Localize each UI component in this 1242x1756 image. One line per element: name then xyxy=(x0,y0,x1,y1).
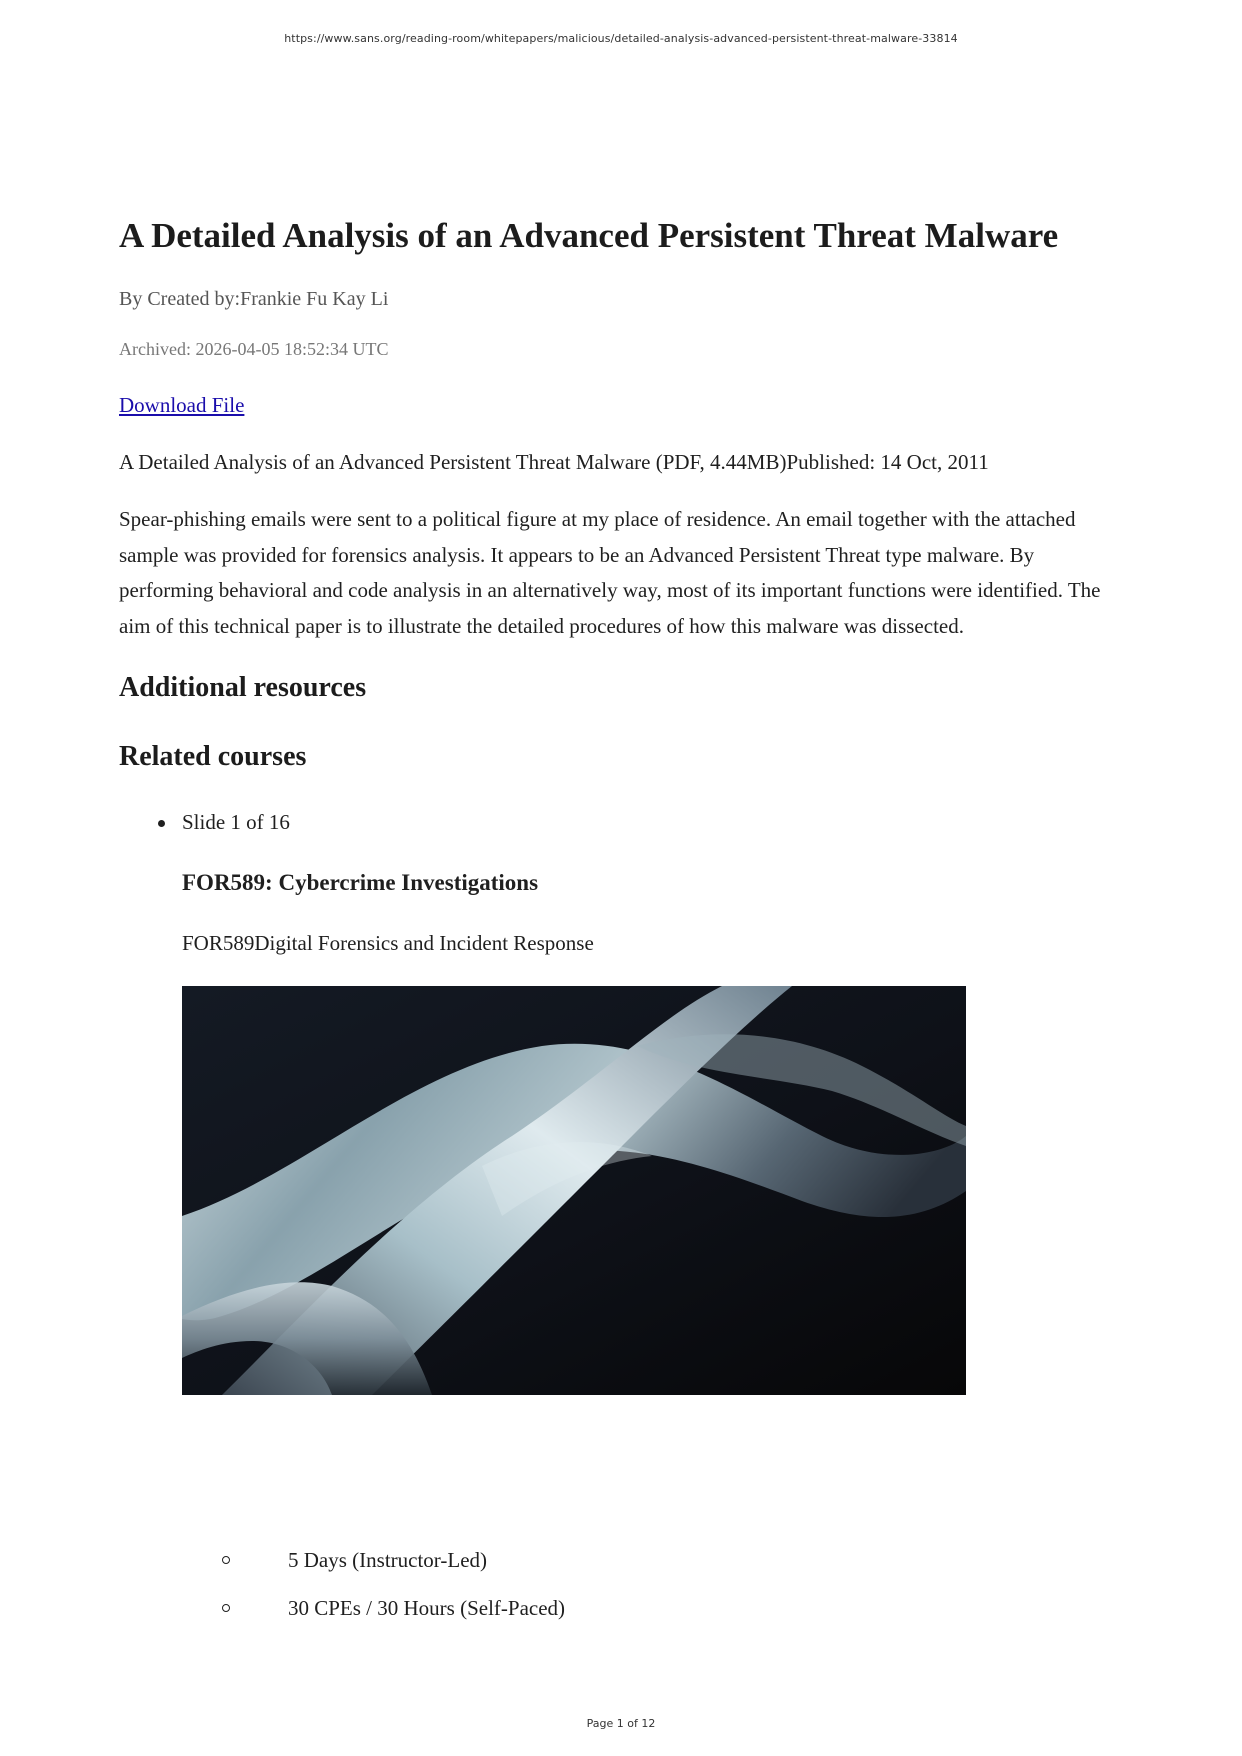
course-cpes: 30 CPEs / 30 Hours (Self-Paced) xyxy=(288,1596,566,1620)
related-courses-heading: Related courses xyxy=(119,741,307,772)
page-number-footer: Page 1 of 12 xyxy=(586,1717,656,1730)
course-duration: 5 Days (Instructor-Led) xyxy=(288,1548,488,1572)
archived-timestamp: Archived: 2026-04-05 18:52:34 UTC xyxy=(119,339,389,359)
download-file-link[interactable]: Download File xyxy=(119,393,245,417)
course-image[interactable] xyxy=(182,986,966,1395)
page-title: A Detailed Analysis of an Advanced Persistent Threat Malware xyxy=(119,216,1059,255)
course-subtitle: FOR589Digital Forensics and Incident Response xyxy=(182,931,594,955)
circle-bullet-icon xyxy=(222,1604,230,1612)
circle-bullet-icon xyxy=(222,1556,230,1564)
abstract-ribbon-icon xyxy=(182,986,966,1395)
bullet-icon xyxy=(158,820,165,827)
page-url-header: https://www.sans.org/reading-room/whitepapers/malicious/detailed-analysis-advanced-persistent-threat-malware-33814 xyxy=(284,32,958,45)
file-info: A Detailed Analysis of an Advanced Persistent Threat Malware (PDF, 4.44MB)Published: 14 Oct, 2011 xyxy=(119,450,989,474)
abstract-paragraph: Spear-phishing emails were sent to a political figure at my place of residence. An email together with the attached sample was provided for forensics analysis. It appears to be an Advanced Persistent Threat type malware. By performing behavioral and code analysis in an alternatively way, most of its important functions were identified. The aim of this technical paper is to illustrate the detailed procedures of how this malware was dissected. xyxy=(119,507,1101,638)
course-title-link[interactable]: FOR589: Cybercrime Investigations xyxy=(182,870,539,895)
carousel-slide-label: Slide 1 of 16 xyxy=(182,810,290,834)
additional-resources-heading: Additional resources xyxy=(119,672,367,703)
author-byline: By Created by:Frankie Fu Kay Li xyxy=(119,288,389,310)
